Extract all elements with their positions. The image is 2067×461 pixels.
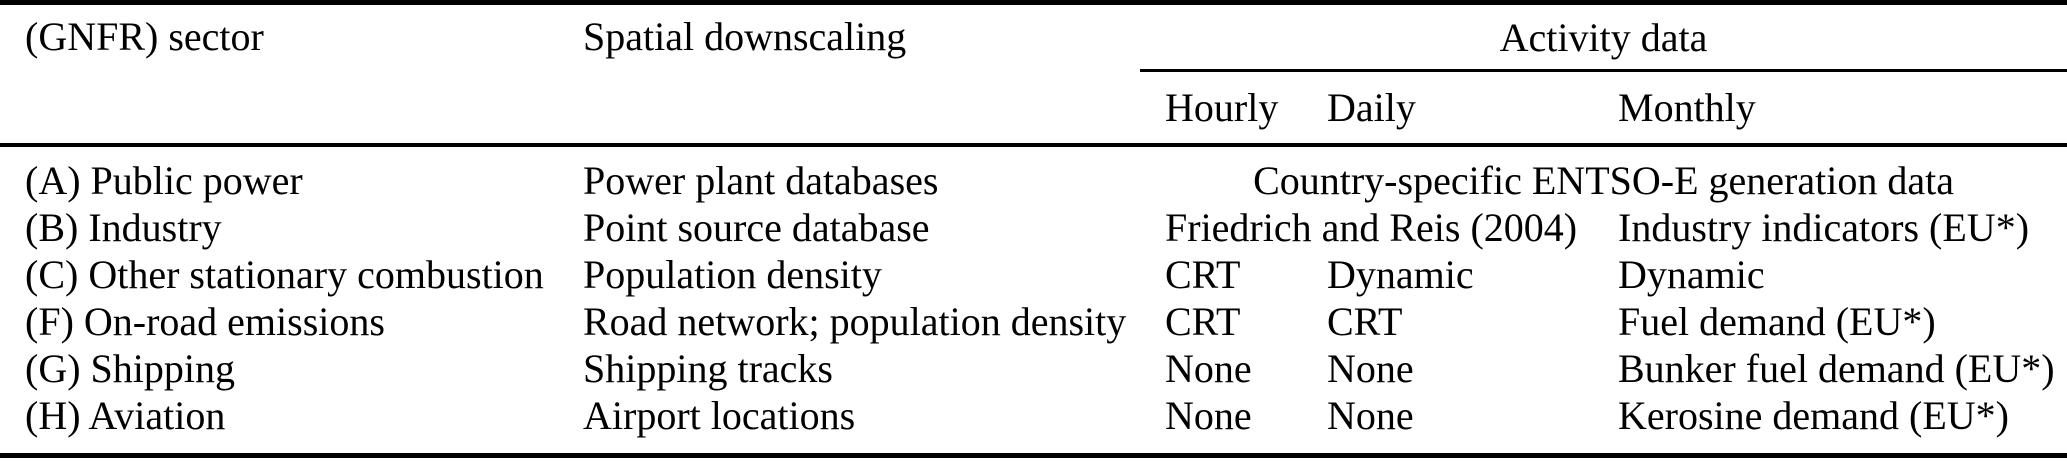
header-gnfr-sector: (GNFR) sector [0, 3, 558, 146]
table-row-other-stationary-combustion [0, 251, 2067, 298]
cell-hourly: None [1165, 346, 1252, 391]
header-spatial-downscaling: Spatial downscaling [558, 3, 1140, 146]
table-row-on-road-emissions [0, 298, 2067, 345]
cell-spatial: Power plant databases [583, 158, 939, 203]
header-row-groups [0, 3, 2067, 71]
cell-sector: (A) Public power [25, 158, 303, 203]
cell-hourly-daily: Friedrich and Reis (2004) [1165, 205, 1578, 250]
table-row-aviation [0, 392, 2067, 456]
cell-monthly: Bunker fuel demand (EU*) [1618, 346, 2055, 391]
cell-sector: (C) Other stationary combustion [25, 252, 544, 297]
cell-monthly: Dynamic [1618, 252, 1765, 297]
cell-activity-all: Country-specific ENTSO-E generation data [1253, 158, 1954, 203]
cell-sector: (B) Industry [25, 205, 222, 250]
cell-daily: CRT [1327, 299, 1403, 344]
cell-spatial: Road network; population density [583, 299, 1127, 344]
cell-daily: None [1327, 346, 1414, 391]
cell-daily: Dynamic [1327, 252, 1474, 297]
cell-sector: (G) Shipping [25, 346, 235, 391]
cell-hourly: CRT [1165, 299, 1241, 344]
table-row-shipping [0, 345, 2067, 392]
cell-sector: (F) On-road emissions [25, 299, 385, 344]
cell-sector: (H) Aviation [25, 393, 226, 438]
table-row-industry [0, 204, 2067, 251]
cell-monthly: Kerosine demand (EU*) [1618, 393, 2009, 438]
cell-hourly: None [1165, 393, 1252, 438]
cell-monthly: Industry indicators (EU*) [1618, 205, 2030, 250]
cell-spatial: Population density [583, 252, 882, 297]
cell-daily: None [1327, 393, 1414, 438]
header-hourly: Hourly [1140, 71, 1302, 146]
cell-hourly: CRT [1165, 252, 1241, 297]
cell-spatial: Point source database [583, 205, 930, 250]
header-monthly: Monthly [1593, 71, 2067, 146]
cell-spatial: Airport locations [583, 393, 856, 438]
header-activity-data: Activity data [1140, 3, 2067, 71]
cell-monthly: Fuel demand (EU*) [1618, 299, 1936, 344]
table-row-public-power [0, 145, 2067, 204]
cell-spatial: Shipping tracks [583, 346, 833, 391]
header-daily: Daily [1302, 71, 1593, 146]
